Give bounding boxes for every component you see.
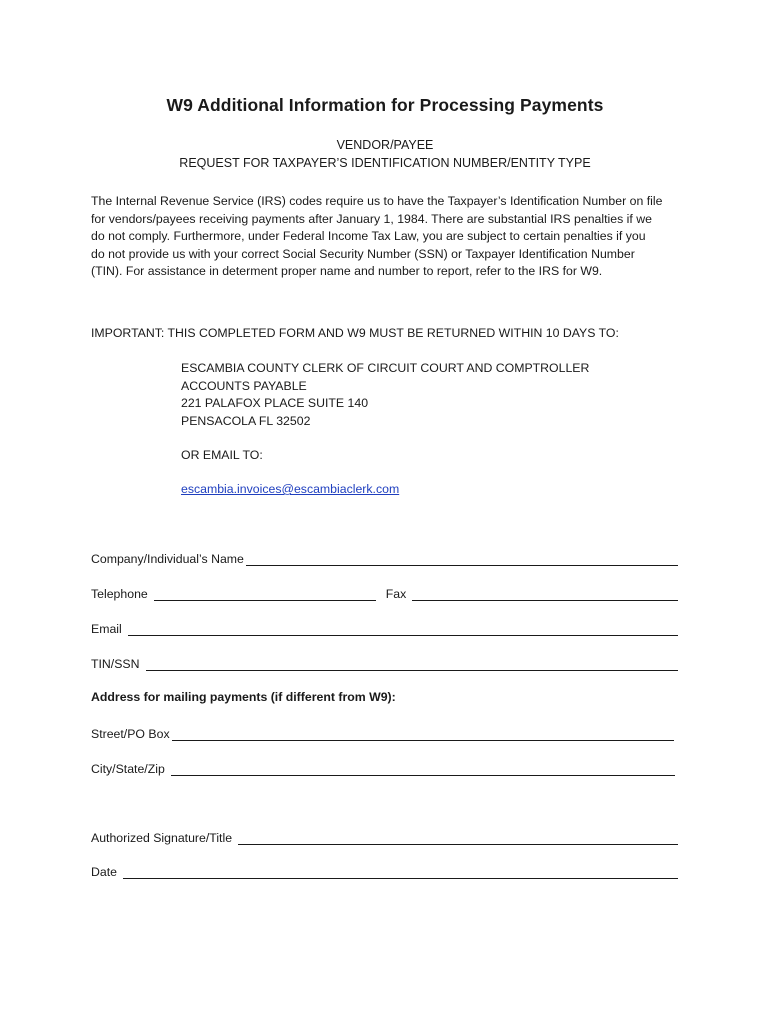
- fax-line[interactable]: [412, 587, 678, 601]
- city-state-zip-label: City/State/Zip: [91, 762, 165, 776]
- street-label: Street/PO Box: [91, 727, 170, 741]
- address-line: 221 PALAFOX PLACE SUITE 140: [181, 396, 369, 410]
- telephone-fax-row: [91, 585, 678, 601]
- company-name-line[interactable]: [246, 552, 678, 566]
- or-email-label: OR EMAIL TO:: [181, 448, 263, 462]
- intro-line: for vendors/payees receiving payments after January 1, 1984. There are substantial IRS penalties if we: [91, 211, 652, 226]
- date-label: Date: [91, 865, 117, 879]
- company-name-label: Company/Individual’s Name: [91, 552, 244, 566]
- tin-ssn-field[interactable]: [91, 655, 678, 671]
- intro-line: (TIN). For assistance in determent proper name and number to report, refer to the IRS for W9.: [91, 264, 603, 278]
- signature-field[interactable]: [91, 829, 678, 845]
- email-link[interactable]: escambia.invoices@escambiaclerk.com: [181, 482, 400, 496]
- tin-ssn-label: TIN/SSN: [91, 657, 140, 671]
- important-notice: IMPORTANT: THIS COMPLETED FORM AND W9 MUST BE RETURNED WITHIN 10 DAYS TO:: [91, 326, 619, 340]
- signature-line[interactable]: [238, 831, 678, 845]
- date-line[interactable]: [123, 865, 678, 879]
- intro-line: The Internal Revenue Service (IRS) codes require us to have the Taxpayer’s Identification Number on file: [91, 194, 663, 208]
- email-field[interactable]: [91, 620, 678, 636]
- intro-line: do not provide us with your correct Social Security Number (SSN) or Taxpayer Identification Number: [91, 246, 635, 261]
- fax-label: Fax: [385, 587, 407, 601]
- subtitle-request: REQUEST FOR TAXPAYER’S IDENTIFICATION NUMBER/ENTITY TYPE: [179, 156, 591, 170]
- address-line: ACCOUNTS PAYABLE: [181, 378, 307, 393]
- tin-ssn-line[interactable]: [146, 657, 678, 671]
- telephone-line[interactable]: [154, 587, 376, 601]
- city-state-zip-field[interactable]: [91, 760, 675, 776]
- email-label: Email: [91, 622, 122, 636]
- address-line: ESCAMBIA COUNTY CLERK OF CIRCUIT COURT AND COMPTROLLER: [181, 361, 590, 375]
- city-state-zip-line[interactable]: [171, 762, 675, 776]
- intro-paragraph: [91, 193, 686, 281]
- address-line: PENSACOLA FL 32502: [181, 413, 311, 428]
- street-line[interactable]: [172, 727, 674, 741]
- document-title: W9 Additional Information for Processing Payments: [166, 95, 604, 115]
- signature-label: Authorized Signature/Title: [91, 831, 233, 845]
- street-field[interactable]: [91, 725, 674, 741]
- telephone-label: Telephone: [91, 587, 148, 601]
- mailing-heading: Address for mailing payments (if different from W9):: [91, 690, 396, 704]
- company-name-field[interactable]: [91, 550, 678, 566]
- email-line[interactable]: [128, 622, 678, 636]
- intro-line: do not comply. Furthermore, under Federal Income Tax Law, you are subject to certain penalties if you: [91, 229, 646, 243]
- subtitle-vendor-payee: VENDOR/PAYEE: [336, 138, 434, 152]
- mailing-address-block: [181, 360, 589, 430]
- date-field[interactable]: [91, 863, 678, 879]
